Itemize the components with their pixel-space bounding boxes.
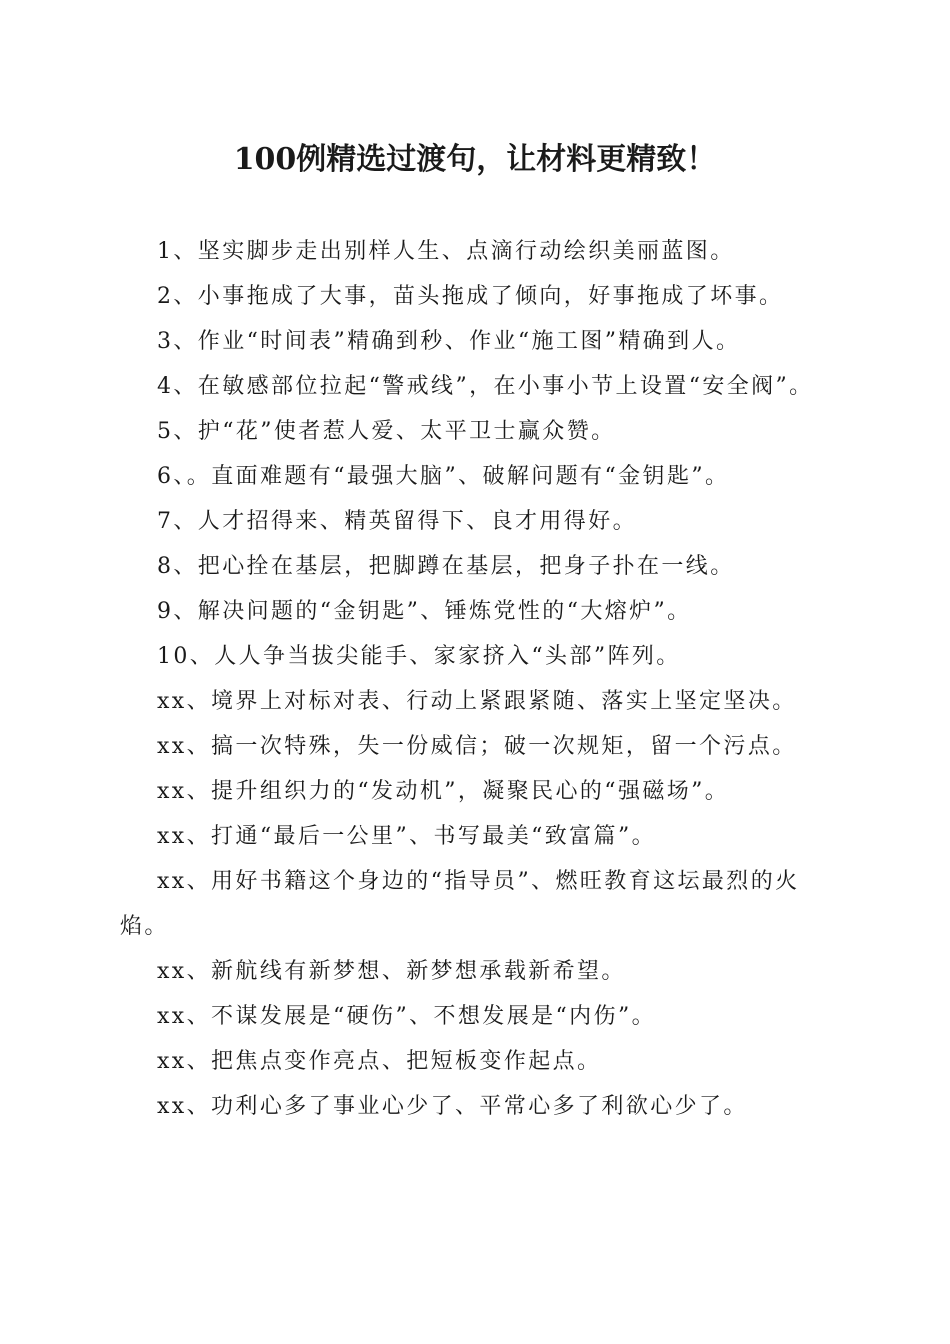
document-title: 100例精选过渡句，让材料更精致！ bbox=[233, 142, 717, 177]
paragraph: 6、。直面难题有“最强大脑”、破解问题有“金钥匙”。 bbox=[157, 464, 730, 489]
paragraph: 9、解决问题的“金钥匙”、锤炼党性的“大熔炉”。 bbox=[157, 599, 692, 624]
paragraph: xx、功利心多了事业心少了、平常心多了利欲心少了。 bbox=[157, 1094, 748, 1119]
paragraph: xx、境界上对标对表、行动上紧跟紧随、落实上坚定坚决。 bbox=[157, 689, 797, 714]
paragraph-list bbox=[120, 229, 830, 1129]
paragraph: 5、护“花”使者惹人爱、太平卫士赢众赞。 bbox=[157, 419, 616, 444]
paragraph: 1、坚实脚步走出别样人生、点滴行动绘织美丽蓝图。 bbox=[157, 239, 735, 264]
paragraph: xx、搞一次特殊，失一份威信；破一次规矩，留一个污点。 bbox=[157, 734, 797, 759]
paragraph: 4、在敏感部位拉起“警戒线”，在小事小节上设置“安全阀”。 bbox=[157, 374, 814, 399]
paragraph: xx、新航线有新梦想、新梦想承载新希望。 bbox=[157, 959, 626, 984]
paragraph: 7、人才招得来、精英留得下、良才用得好。 bbox=[157, 509, 637, 534]
paragraph: 8、把心拴在基层，把脚蹲在基层，把身子扑在一线。 bbox=[157, 554, 735, 579]
paragraph: 2、小事拖成了大事，苗头拖成了倾向，好事拖成了坏事。 bbox=[157, 284, 784, 309]
paragraph: xx、用好书籍这个身边的“指导员”、燃旺教育这坛最烈的火焰。 bbox=[120, 869, 800, 939]
paragraph: xx、不谋发展是“硬伤”、不想发展是“内伤”。 bbox=[157, 1004, 657, 1029]
paragraph: 10、人人争当拔尖能手、家家挤入“头部”阵列。 bbox=[157, 644, 681, 669]
paragraph: 3、作业“时间表”精确到秒、作业“施工图”精确到人。 bbox=[157, 329, 741, 354]
paragraph: xx、把焦点变作亮点、把短板变作起点。 bbox=[157, 1049, 602, 1074]
paragraph: xx、打通“最后一公里”、书写最美“致富篇”。 bbox=[157, 824, 657, 849]
paragraph: xx、提升组织力的“发动机”，凝聚民心的“强磁场”。 bbox=[157, 779, 730, 804]
